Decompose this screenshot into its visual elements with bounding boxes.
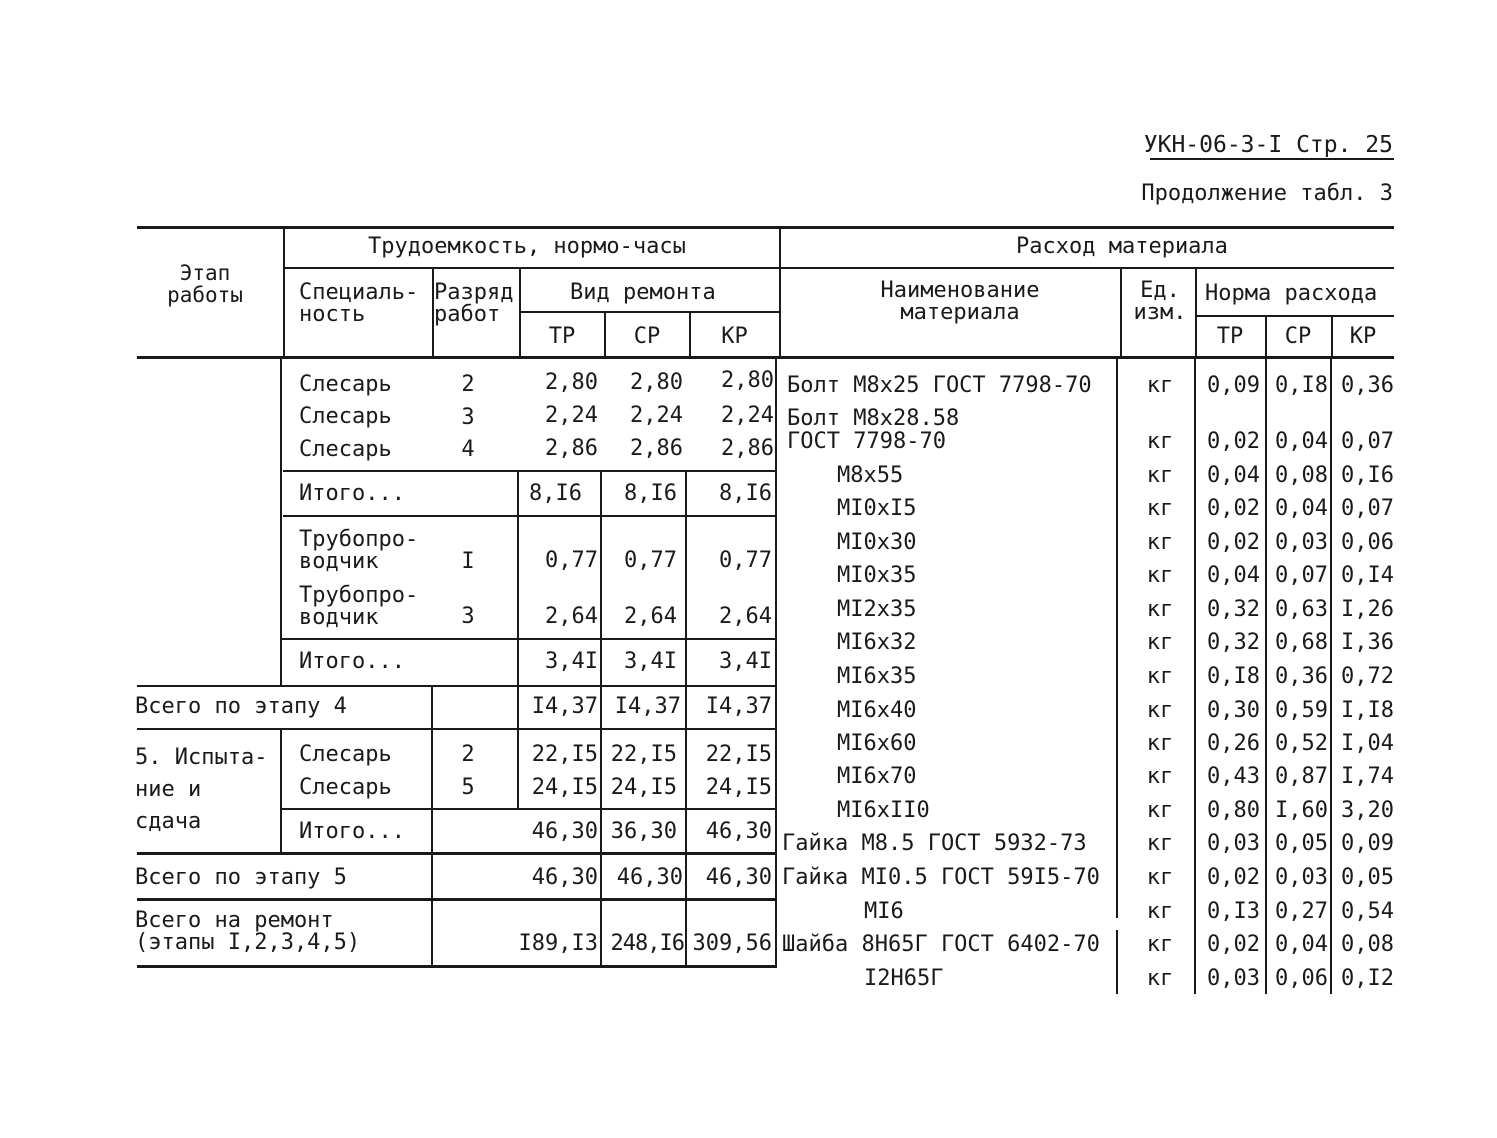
- stage5-line-top: [137, 852, 775, 855]
- stage4-line-top: [137, 685, 775, 687]
- material-name: М8х55: [837, 463, 904, 488]
- labor-tr: I4,37: [531, 694, 598, 719]
- body-divider-stage-b: [280, 730, 282, 852]
- norm-sr: 0,04: [1275, 932, 1328, 957]
- material-name: МI6х35: [837, 664, 917, 689]
- stage-4-total-label: Всего по этапу 4: [135, 694, 347, 719]
- labor-kr: 8,I6: [719, 481, 772, 506]
- material-unit: кг: [1146, 429, 1174, 454]
- body-divider-tr-2: [600, 470, 602, 968]
- material-unit: кг: [1146, 463, 1174, 488]
- material-name: Гайка М8.5 ГОСТ 5932-73: [782, 831, 1087, 856]
- material-name: Шайба 8Н65Г ГОСТ 6402-70: [782, 932, 1100, 957]
- labor-grade: 2: [461, 372, 475, 397]
- material-name: Болт М8х25 ГОСТ 7798-70: [787, 373, 1092, 398]
- header-sr: СР: [633, 324, 661, 349]
- labor-tr: 2,86: [545, 436, 598, 461]
- labor-kr: 24,I5: [705, 775, 772, 800]
- header-sub-line-right: [780, 267, 1394, 269]
- header-material-name: Наименование материала: [880, 278, 1040, 325]
- labor-grade: 5: [461, 775, 475, 800]
- body-divider-sr: [685, 470, 687, 968]
- material-name: МI0х30: [837, 530, 917, 555]
- material-name: МI6х70: [837, 764, 917, 789]
- labor-sr: I4,37: [614, 694, 681, 719]
- material-unit: кг: [1146, 530, 1174, 555]
- material-unit: кг: [1146, 664, 1174, 689]
- norm-tr: 0,04: [1207, 563, 1260, 588]
- material-unit: кг: [1146, 932, 1174, 957]
- labor-kr: 2,86: [721, 436, 774, 461]
- material-name: МI0хI5: [837, 496, 917, 521]
- labor-spec: Слесарь: [299, 742, 392, 767]
- norm-tr: 0,09: [1207, 373, 1260, 398]
- stage-5-label: 5. Испыта-ние и сдача: [135, 745, 268, 834]
- labor-grade: 3: [461, 604, 475, 629]
- header-norm-kr: КР: [1349, 324, 1377, 349]
- labor-sr: 2,64: [624, 604, 677, 629]
- norm-tr: 0,02: [1207, 429, 1260, 454]
- norm-kr: 0,54: [1341, 899, 1394, 924]
- material-unit: кг: [1146, 899, 1174, 924]
- norm-kr: I,26: [1341, 597, 1394, 622]
- norm-kr: 0,72: [1341, 664, 1394, 689]
- material-name: МI6: [864, 899, 904, 924]
- labor-spec: Слесарь: [299, 404, 392, 429]
- labor-spec: Слесарь: [299, 775, 392, 800]
- subtotal-line-2: [280, 638, 775, 640]
- norm-sr: 0,04: [1275, 496, 1328, 521]
- header-norm-sr: СР: [1284, 324, 1312, 349]
- labor-kr: 3,4I: [719, 649, 772, 674]
- norm-sr: 0,04: [1275, 429, 1328, 454]
- header-norm-tr: ТР: [1216, 324, 1244, 349]
- material-name: ГОСТ 7798-70: [787, 429, 946, 454]
- labor-spec: Слесарь: [299, 372, 392, 397]
- labor-tr: 24,I5: [531, 775, 598, 800]
- header-specialty: Специаль-ность: [299, 280, 419, 327]
- doc-ref-underline: [1150, 158, 1394, 160]
- labor-subtotal-label: Итого...: [299, 481, 405, 506]
- norm-tr: 0,02: [1207, 865, 1260, 890]
- norm-kr: 0,36: [1341, 373, 1394, 398]
- material-unit: кг: [1146, 496, 1174, 521]
- norm-kr: 0,I4: [1341, 563, 1394, 588]
- header-stage: Этап работы: [167, 261, 243, 307]
- header-sub-line-left: [283, 267, 779, 269]
- norm-tr: 0,I8: [1207, 664, 1260, 689]
- norm-kr: I,I8: [1341, 698, 1394, 723]
- material-unit: кг: [1146, 966, 1174, 991]
- norm-line: [1195, 315, 1394, 317]
- labor-sr: 24,I5: [610, 775, 677, 800]
- labor-spec: Трубопро-водчик: [299, 583, 419, 630]
- header-norm: Норма расхода: [1205, 281, 1378, 306]
- labor-grade: 3: [461, 405, 475, 430]
- norm-tr: 0,80: [1207, 798, 1260, 823]
- norm-kr: 0,I6: [1341, 463, 1394, 488]
- material-unit: кг: [1146, 831, 1174, 856]
- material-unit: кг: [1146, 764, 1174, 789]
- labor-sr: 36,30: [610, 819, 677, 844]
- norm-tr: 0,04: [1207, 463, 1260, 488]
- norm-tr: 0,26: [1207, 731, 1260, 756]
- norm-tr: 0,02: [1207, 932, 1260, 957]
- norm-kr: I,36: [1341, 630, 1394, 655]
- norm-sr: 0,08: [1275, 463, 1328, 488]
- header-kr: КР: [721, 324, 748, 349]
- labor-sr: 248,I6: [610, 931, 684, 956]
- norm-kr: 0,05: [1341, 865, 1394, 890]
- labor-spec: Трубопро-водчик: [299, 527, 419, 574]
- norm-sr: 0,87: [1275, 764, 1328, 789]
- norm-tr: 0,02: [1207, 496, 1260, 521]
- norm-tr: 0,43: [1207, 764, 1260, 789]
- norm-tr: 0,03: [1207, 966, 1260, 991]
- body-divider-labor-right: [775, 358, 777, 968]
- labor-tr: 2,64: [545, 604, 598, 629]
- labor-sr: 3,4I: [624, 649, 677, 674]
- material-unit: кг: [1146, 865, 1174, 890]
- norm-tr: 0,32: [1207, 597, 1260, 622]
- norm-sr: 0,36: [1275, 664, 1328, 689]
- norm-sr: 0,07: [1275, 563, 1328, 588]
- material-unit: кг: [1146, 731, 1174, 756]
- labor-tr: 2,80: [545, 370, 598, 395]
- labor-kr: 46,30: [705, 819, 772, 844]
- stage5-line-bottom: [137, 898, 775, 901]
- labor-grade: 2: [461, 742, 475, 767]
- norm-sr: 0,59: [1275, 698, 1328, 723]
- header-repair-type: Вид ремонта: [570, 280, 716, 305]
- labor-kr: 46,30: [705, 865, 772, 890]
- table-bottom-left: [137, 965, 775, 968]
- labor-subtotal-label: Итого...: [299, 649, 405, 674]
- norm-sr: 0,03: [1275, 530, 1328, 555]
- labor-grade: 4: [461, 437, 475, 462]
- labor-sr: 22,I5: [610, 742, 677, 767]
- body-divider-unit-left: [1116, 358, 1118, 918]
- material-name: МI6х32: [837, 630, 917, 655]
- norm-kr: 0,09: [1341, 831, 1394, 856]
- material-unit: кг: [1146, 798, 1174, 823]
- norm-sr: 0,05: [1275, 831, 1328, 856]
- norm-kr: 0,07: [1341, 496, 1394, 521]
- body-divider-tr: [517, 470, 519, 810]
- material-name: МI2х35: [837, 597, 917, 622]
- norm-sr: 0,68: [1275, 630, 1328, 655]
- labor-tr: 2,24: [545, 403, 598, 428]
- norm-tr: 0,30: [1207, 698, 1260, 723]
- norm-sr: 0,27: [1275, 899, 1328, 924]
- norm-kr: I,04: [1341, 731, 1394, 756]
- norm-sr: 0,52: [1275, 731, 1328, 756]
- norm-kr: 3,20: [1341, 798, 1394, 823]
- norm-kr: 0,I2: [1341, 966, 1394, 991]
- material-unit: кг: [1146, 373, 1174, 398]
- labor-grade: I: [461, 549, 475, 574]
- labor-tr: 22,I5: [531, 742, 598, 767]
- subtotal-line-1: [283, 470, 775, 472]
- table-top-border: [137, 226, 1394, 229]
- header-tr: ТР: [548, 324, 576, 349]
- labor-kr: I4,37: [705, 694, 772, 719]
- material-name: МI6хII0: [837, 798, 930, 823]
- norm-tr: 0,03: [1207, 831, 1260, 856]
- norm-tr: 0,02: [1207, 530, 1260, 555]
- labor-kr: 2,24: [721, 403, 774, 428]
- body-divider-stage-a: [280, 358, 282, 686]
- norm-sr: 0,03: [1275, 865, 1328, 890]
- labor-sr: 46,30: [616, 865, 683, 890]
- repair-type-line: [520, 311, 779, 313]
- labor-sr: 0,77: [624, 548, 677, 573]
- header-grade: Разряд работ: [434, 280, 514, 327]
- material-name: Гайка МI0.5 ГОСТ 59I5-70: [782, 865, 1100, 890]
- labor-tr: 46,30: [531, 865, 598, 890]
- norm-tr: 0,32: [1207, 630, 1260, 655]
- labor-tr: I89,I3: [518, 931, 598, 956]
- material-name: Болт М8х28.58: [787, 406, 960, 431]
- norm-sr: 0,I8: [1275, 373, 1328, 398]
- labor-spec: Слесарь: [299, 437, 392, 462]
- header-material: Расход материала: [1016, 234, 1228, 259]
- material-name: МI6х40: [837, 698, 917, 723]
- header-unit: Ед. изм.: [1133, 278, 1187, 325]
- labor-kr: 2,80: [721, 368, 774, 393]
- norm-kr: I,74: [1341, 764, 1394, 789]
- stage5-itogo-line: [280, 808, 775, 810]
- document-reference: УКН-06-3-I Стр. 25: [1143, 132, 1393, 158]
- labor-sr: 2,86: [630, 436, 683, 461]
- labor-tr: 46,30: [531, 819, 598, 844]
- norm-sr: 0,06: [1275, 966, 1328, 991]
- labor-sr: 2,80: [630, 370, 683, 395]
- material-unit: кг: [1146, 597, 1174, 622]
- norm-kr: 0,08: [1341, 932, 1394, 957]
- material-unit: кг: [1146, 698, 1174, 723]
- labor-sr: 8,I6: [624, 481, 677, 506]
- labor-kr: 0,77: [719, 548, 772, 573]
- labor-kr: 22,I5: [705, 742, 772, 767]
- norm-kr: 0,07: [1341, 429, 1394, 454]
- col-divider-stage: [283, 226, 285, 356]
- labor-sr: 2,24: [630, 403, 683, 428]
- material-unit: кг: [1146, 630, 1174, 655]
- material-unit: кг: [1146, 563, 1174, 588]
- header-bottom-border: [137, 356, 1394, 359]
- labor-tr: 0,77: [545, 548, 598, 573]
- norm-sr: 0,63: [1275, 597, 1328, 622]
- material-name: I2Н65Г: [864, 966, 944, 991]
- subtotal-line-1b: [283, 515, 775, 517]
- stage4-line-bottom: [137, 728, 775, 730]
- labor-subtotal-label: Итого...: [299, 819, 405, 844]
- col-divider-labor-material: [779, 226, 781, 356]
- material-name: МI6х60: [837, 731, 917, 756]
- labor-tr: 8,I6: [529, 481, 582, 506]
- stage-5-total-label: Всего по этапу 5: [135, 865, 347, 890]
- labor-kr: 309,56: [692, 931, 772, 956]
- table-continuation-label: Продолжение табл. 3: [1141, 181, 1393, 206]
- material-name: МI0х35: [837, 563, 917, 588]
- col-divider-name: [1120, 267, 1122, 356]
- norm-sr: I,60: [1275, 798, 1328, 823]
- body-divider-unit-left-b: [1116, 930, 1118, 994]
- norm-kr: 0,06: [1341, 530, 1394, 555]
- repair-total-label: Всего на ремонт (этапы I,2,3,4,5): [135, 908, 361, 955]
- norm-tr: 0,I3: [1207, 899, 1260, 924]
- header-labor: Трудоемкость, нормо-часы: [368, 234, 686, 259]
- labor-tr: 3,4I: [545, 649, 598, 674]
- labor-kr: 2,64: [719, 604, 772, 629]
